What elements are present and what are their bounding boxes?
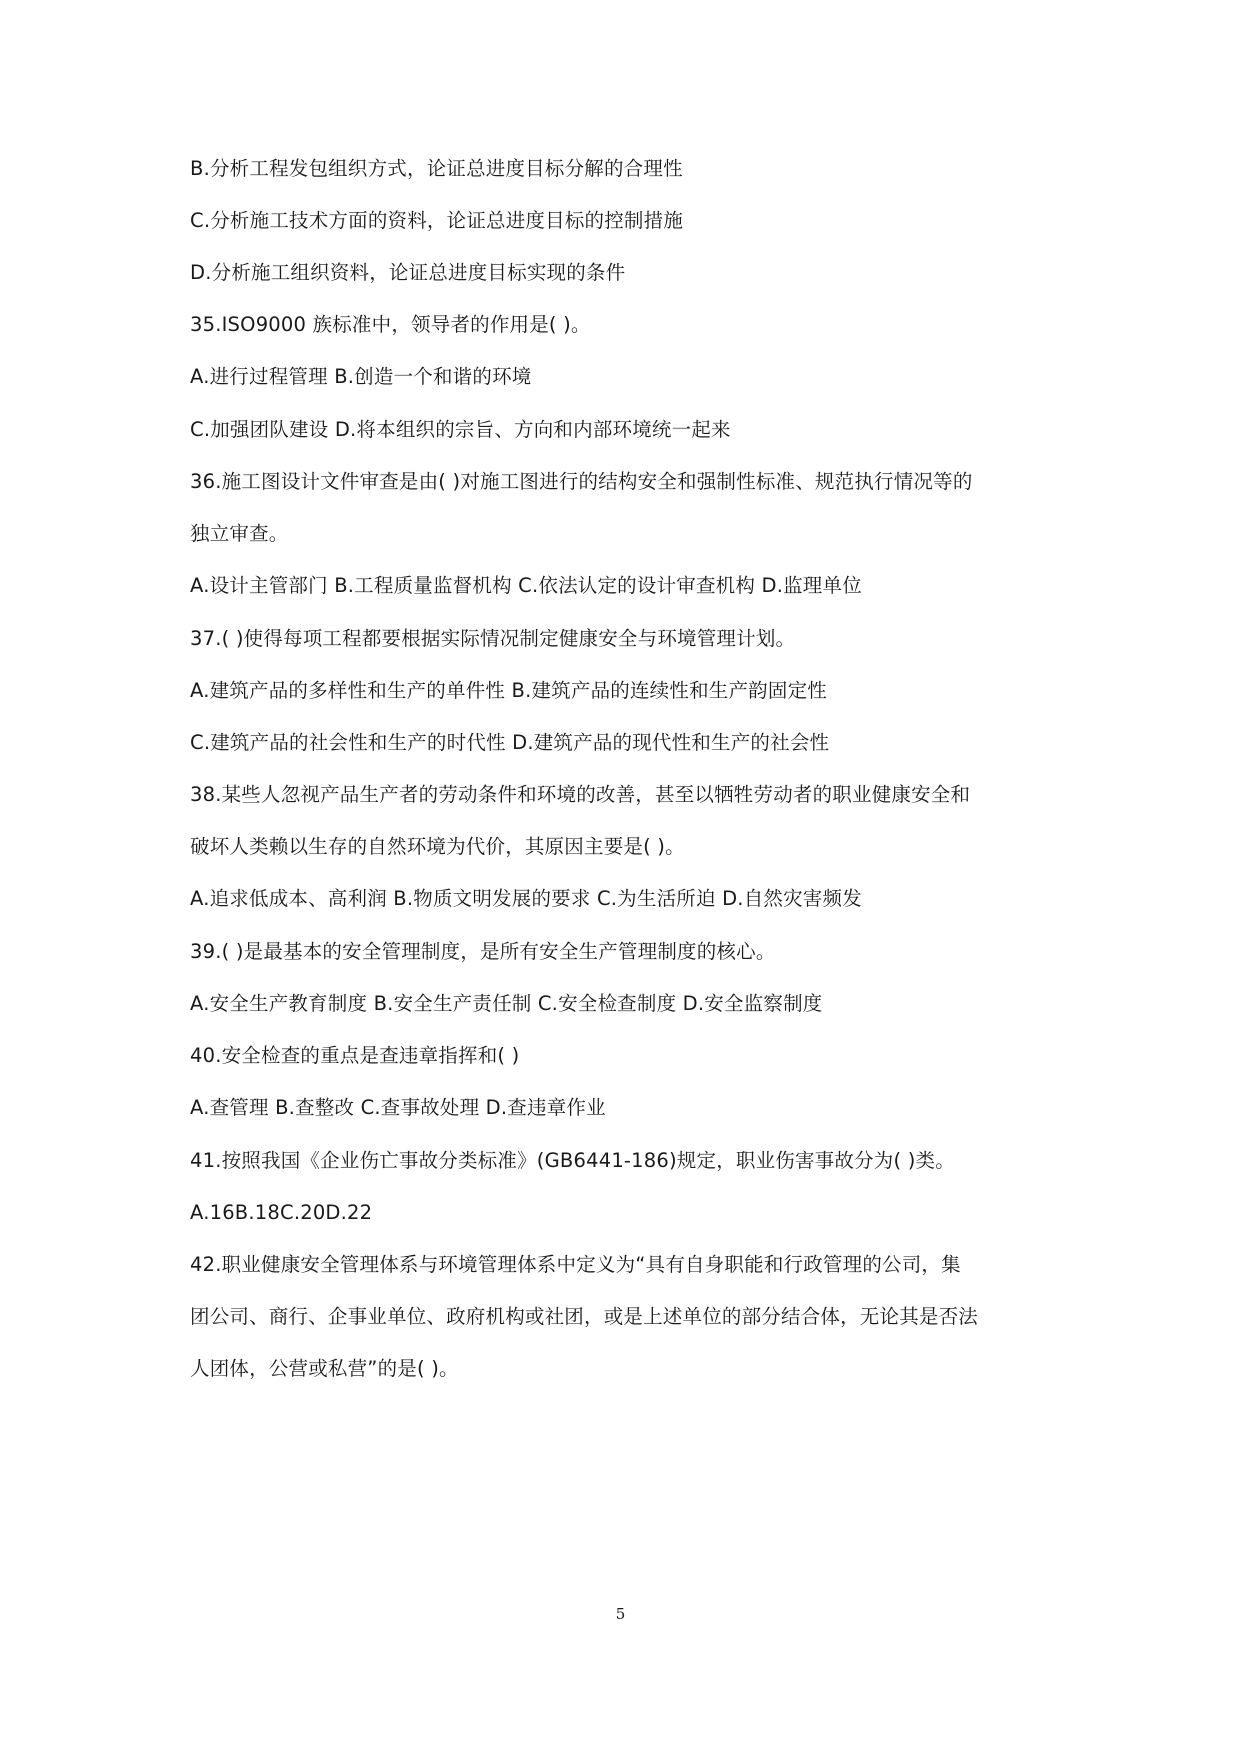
text-line: C.建筑产品的社会性和生产的时代性 D.建筑产品的现代性和生产的社会性 xyxy=(190,731,830,754)
text-line: C.分析施工技术方面的资料，论证总进度目标的控制措施 xyxy=(190,209,684,232)
text-line: A.建筑产品的多样性和生产的单件性 B.建筑产品的连续性和生产韵固定性 xyxy=(190,679,827,702)
text-line: C.加强团队建设 D.将本组织的宗旨、方向和内部环境统一起来 xyxy=(190,418,731,441)
question-35: 35.ISO9000 族标准中，领导者的作用是( )。 xyxy=(190,313,591,336)
text-line: A.安全生产教育制度 B.安全生产责任制 C.安全检查制度 D.安全监察制度 xyxy=(190,992,823,1015)
text-line: D.分析施工组织资料，论证总进度目标实现的条件 xyxy=(190,261,626,284)
page-number: 5 xyxy=(615,1605,626,1623)
text-line: A.设计主管部门 B.工程质量监督机构 C.依法认定的设计审查机构 D.监理单位 xyxy=(190,574,862,597)
text-line: B.分析工程发包组织方式，论证总进度目标分解的合理性 xyxy=(190,157,683,180)
text-line: 人团体，公营或私营”的是( )。 xyxy=(190,1357,459,1380)
question-40: 40.安全检查的重点是查违章指挥和( ) xyxy=(190,1044,520,1067)
text-line: A.追求低成本、高利润 B.物质文明发展的要求 C.为生活所迫 D.自然灾害频发 xyxy=(190,887,862,910)
text-line: A.16B.18C.20D.22 xyxy=(190,1201,373,1224)
text-line: 团公司、商行、企事业单位、政府机构或社团，或是上述单位的部分结合体，无论其是否法 xyxy=(190,1305,979,1328)
question-42: 42.职业健康安全管理体系与环境管理体系中定义为“具有自身职能和行政管理的公司，集 xyxy=(190,1253,961,1276)
question-41: 41.按照我国《企业伤亡事故分类标准》(GB6441-186)规定，职业伤害事故分为( )类。 xyxy=(190,1149,955,1172)
text-line: A.查管理 B.查整改 C.查事故处理 D.查违章作业 xyxy=(190,1096,606,1119)
text-line: A.进行过程管理 B.创造一个和谐的环境 xyxy=(190,365,532,388)
question-37: 37.( )使得每项工程都要根据实际情况制定健康安全与环境管理计划。 xyxy=(190,627,796,650)
question-38: 38.某些人忽视产品生产者的劳动条件和环境的改善，甚至以牺牲劳动者的职业健康安全和 xyxy=(190,783,971,806)
question-36: 36.施工图设计文件审查是由( )对施工图进行的结构安全和强制性标准、规范执行情况等的 xyxy=(190,470,973,493)
text-line: 破坏人类赖以生存的自然环境为代价，其原因主要是( )。 xyxy=(190,835,685,858)
question-39: 39.( )是最基本的安全管理制度，是所有安全生产管理制度的核心。 xyxy=(190,940,776,963)
text-line: 独立审查。 xyxy=(190,522,289,545)
